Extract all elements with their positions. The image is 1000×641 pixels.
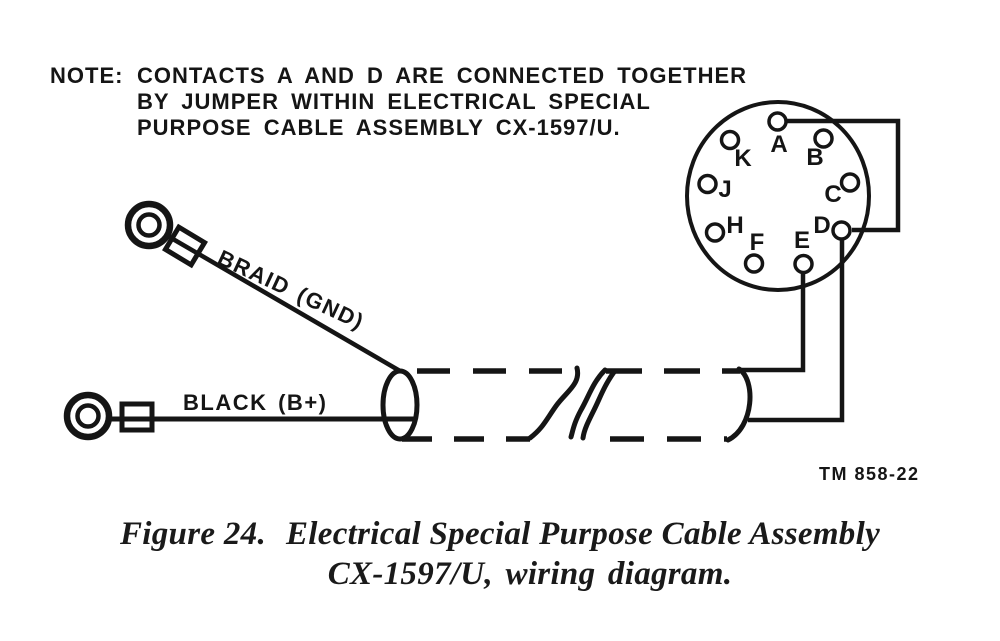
black-wire-label: BLACK (B+) (183, 390, 328, 415)
figure-caption (0, 514, 1000, 594)
cable-break-mark-left (530, 368, 578, 438)
tm-reference-number: TM 858-22 (819, 464, 920, 484)
note-line-1: CONTACTS A AND D ARE CONNECTED TOGETHER (137, 63, 748, 88)
braid-lug-ring (128, 204, 170, 246)
pin-label-b: B (806, 144, 824, 171)
pin-label-h: H (726, 212, 744, 239)
pin-a (769, 113, 786, 130)
braid-wire (166, 235, 400, 371)
note-label: NOTE: (50, 63, 124, 88)
caption-figure-number: Figure 24. (119, 516, 266, 552)
pin-c (842, 174, 859, 191)
pin-e (795, 256, 812, 273)
pin-label-d: D (813, 212, 831, 239)
pin-label-k: K (734, 145, 752, 172)
pin-label-c: C (824, 181, 842, 208)
black-lug-ring (67, 395, 109, 437)
pin-label-a: A (770, 131, 788, 158)
note-line-2: BY JUMPER WITHIN ELECTRICAL SPECIAL (137, 89, 651, 114)
pin-j (699, 176, 716, 193)
black-lug-hole (78, 406, 99, 427)
note-line-3: PURPOSE CABLE ASSEMBLY CX-1597/U. (137, 115, 621, 140)
caption-line-2: CX-1597/U, wiring diagram. (327, 556, 733, 592)
pin-label-f: F (749, 229, 765, 256)
cable-left-endcap (383, 371, 417, 439)
pin-f (746, 255, 763, 272)
pin-h (707, 224, 724, 241)
cable-right-endcap (728, 369, 750, 440)
caption-line-1 (0, 514, 1000, 554)
note-text (137, 63, 747, 141)
braid-lug-hole (139, 215, 160, 236)
jumper-a-d-line (786, 121, 898, 230)
braid-wire-label: BRAID (GND) (213, 244, 369, 335)
pin-label-e: E (793, 227, 811, 254)
pin-d (833, 222, 850, 239)
pin-label-j: J (718, 176, 732, 203)
caption-title: Electrical Special Purpose Cable Assembly (286, 516, 881, 552)
